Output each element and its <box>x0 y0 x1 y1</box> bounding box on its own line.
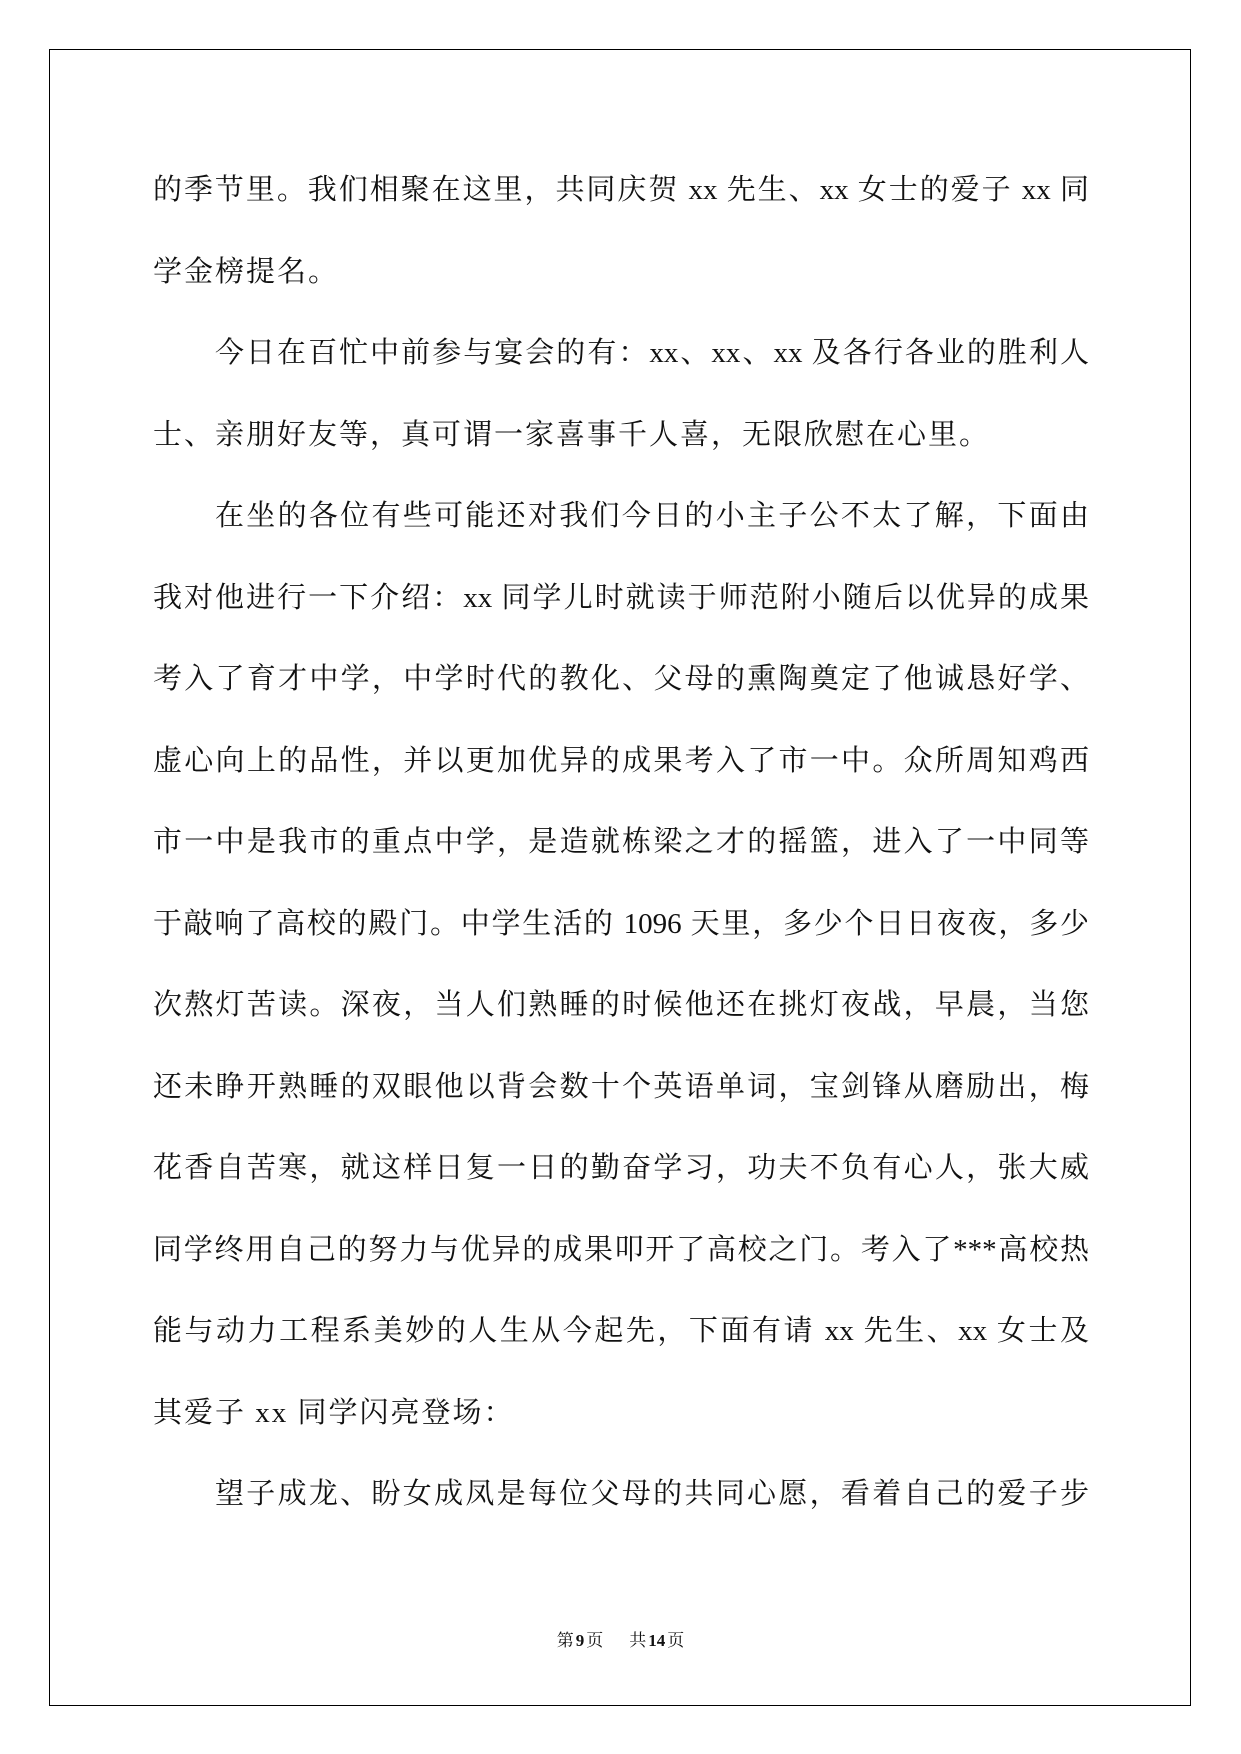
body-text-line: 望子成龙、盼女成凤是每位父母的共同心愿，看着自己的爱子步 <box>215 1478 1089 1510</box>
body-text-line: 士、亲朋好友等，真可谓一家喜事千人喜，无限欣慰在心里。 <box>153 418 991 451</box>
paragraph <box>153 313 1089 476</box>
total-label-after: 页 <box>667 1631 685 1650</box>
total-label-before: 共 <box>629 1631 647 1650</box>
page-footer <box>0 1629 1241 1653</box>
body-text-line: 次熬灯苦读。深夜，当人们熟睡的时候他还在挑灯夜战，早晨，当您 <box>153 989 1089 1021</box>
body-text-line: 其爱子 xx 同学闪亮登场： <box>153 1396 515 1429</box>
page-label-before: 第 <box>556 1631 574 1650</box>
body-text-line: 考入了育才中学，中学时代的教化、父母的熏陶奠定了他诚恳好学、 <box>153 663 1089 695</box>
paragraph <box>153 150 1089 313</box>
body-text-line: 虚心向上的品性，并以更加优异的成果考入了市一中。众所周知鸡西 <box>153 744 1089 777</box>
body-text-line: 市一中是我市的重点中学，是造就栋梁之才的摇篮，进入了一中同等 <box>153 826 1089 858</box>
paragraph <box>153 1454 1089 1536</box>
body-text-line: 同学终用自己的努力与优异的成果叩开了高校之门。考入了***高校热 <box>153 1233 1089 1266</box>
body-text-line: 于敲响了高校的殿门。中学生活的 1096 天里，多少个日日夜夜，多少 <box>153 907 1089 940</box>
body-text-line: 今日在百忙中前参与宴会的有：xx、xx、xx 及各行各业的胜利人 <box>215 337 1089 369</box>
paragraph <box>153 476 1089 1454</box>
document-body <box>153 150 1089 1536</box>
current-page-number: 9 <box>575 1631 585 1650</box>
body-text-line: 的季节里。我们相聚在这里，共同庆贺 xx 先生、xx 女士的爱子 xx 同 <box>153 174 1089 206</box>
body-text-line: 我对他进行一下介绍：xx 同学儿时就读于师范附小随后以优异的成果 <box>153 581 1089 614</box>
body-text-line: 花香自苦寒，就这样日复一日的勤奋学习，功夫不负有心人，张大威 <box>153 1152 1089 1184</box>
page-label-after: 页 <box>586 1631 604 1650</box>
total-pages-number: 14 <box>648 1631 666 1650</box>
body-text-line: 学金榜提名。 <box>153 255 340 288</box>
body-text-line: 在坐的各位有些可能还对我们今日的小主子公不太了解，下面由 <box>215 500 1089 532</box>
body-text-line: 能与动力工程系美妙的人生从今起先，下面有请 xx 先生、xx 女士及 <box>153 1315 1089 1347</box>
body-text-line: 还未睁开熟睡的双眼他以背会数十个英语单词，宝剑锋从磨励出，梅 <box>153 1070 1089 1103</box>
